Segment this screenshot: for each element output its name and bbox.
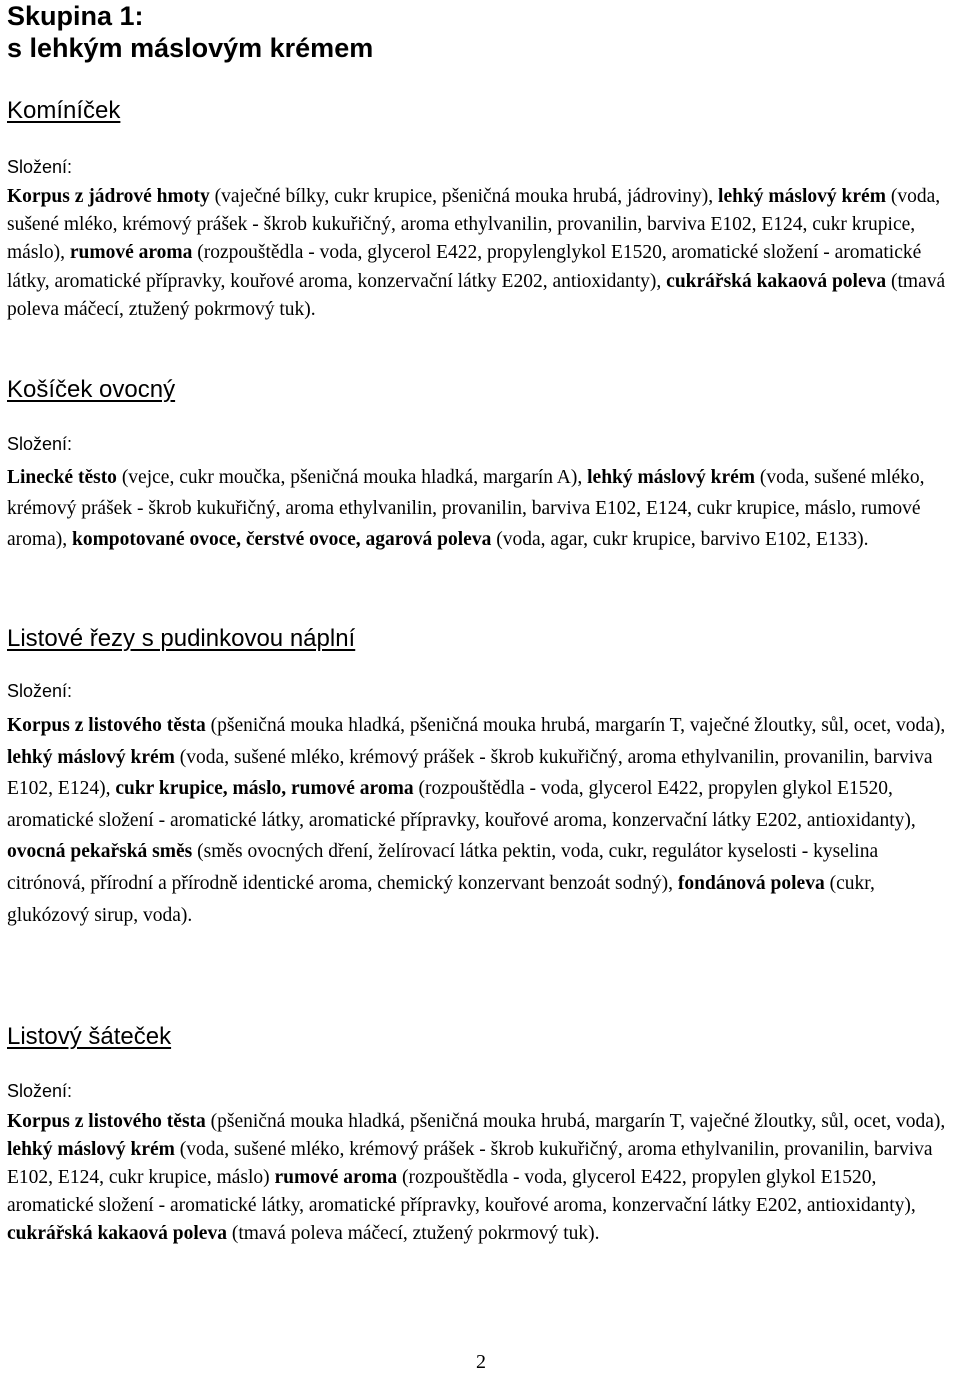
composition-label: Složení:	[7, 1081, 73, 1101]
ingredient-name: lehký máslový krém	[587, 467, 756, 488]
ingredient-details: (tmavá poleva máčecí, ztužený pokrmový tuk).	[7, 270, 946, 320]
ingredient-name: Linecké těsto	[7, 467, 117, 488]
ingredient-name: cukr krupice, máslo, rumové aroma	[115, 778, 414, 800]
product-title: Listový šáteček	[7, 1023, 172, 1050]
ingredient-name: lehký máslový krém	[7, 1139, 175, 1160]
ingredient-details: (rozpouštědla - voda, glycerol E422, propylen glykol E1520, aromatické složení - aromatické látky, aromatické přípravky, kouřové aroma, konzervační látky E202, antioxidanty),	[7, 778, 916, 831]
ingredient-name: rumové aroma	[274, 1167, 398, 1188]
product-section-listovy-satecek	[7, 1022, 957, 1248]
ingredient-details: (vejce, cukr moučka, pšeničná mouka hladká, margarín A),	[116, 467, 588, 488]
composition-text	[7, 1108, 957, 1248]
ingredient-details: (rozpouštědla - voda, glycerol E422, propylen glykol E1520, aromatické složení - aromatické látky, aromatické přípravky, kouřové aroma, konzervační látky E202, antioxidanty),	[7, 1167, 916, 1216]
ingredient-details: (cukr, glukózový sirup, voda).	[7, 872, 875, 926]
product-section-kominicek	[7, 96, 957, 324]
ingredient-details: (voda, agar, cukr krupice, barvivo E102, E133).	[491, 528, 869, 550]
product-title: Listové řezy s pudinkovou náplní	[7, 625, 356, 652]
ingredient-name: cukrářská kakaová poleva	[7, 1223, 227, 1244]
ingredient-name: Korpus z listového těsta	[7, 715, 206, 736]
composition-label: Složení:	[7, 434, 73, 454]
ingredient-name: lehký máslový krém	[718, 186, 886, 207]
ingredient-name: rumové aroma	[69, 242, 193, 264]
ingredient-details: (voda, sušené mléko, krémový prášek - škrob kukuřičný, aroma ethylvanilin, provanilin, barviva E102, E124, cukr krupice, máslo, rumové aroma),	[7, 467, 925, 550]
composition-label: Složení:	[7, 681, 73, 701]
composition-label: Složení:	[7, 157, 73, 177]
ingredient-details: (rozpouštědla - voda, glycerol E422, propylenglykol E1520, aromatické složení - aromatické látky, aromatické přípravky, kouřové aroma, konzervační látky E202, antioxidanty),	[7, 242, 922, 292]
ingredient-details: (voda, sušené mléko, krémový prášek - škrob kukuřičný, aroma ethylvanilin, provanilin, barviva E102, E124),	[7, 746, 933, 800]
product-section-listove-rezy	[7, 624, 957, 931]
group-heading-line-1: Skupina 1:	[7, 1, 144, 31]
group-heading	[7, 0, 373, 64]
group-heading-line-2: s lehkým máslovým krémem	[7, 33, 374, 63]
ingredient-name: Korpus z jádrové hmoty	[7, 186, 210, 207]
composition-text	[7, 710, 957, 931]
ingredient-name: ovocná pekařská směs	[7, 841, 193, 863]
ingredient-details: (voda, sušené mléko, krémový prášek - škrob kukuřičný, aroma ethylvanilin, provanilin, barviva E102, E124, cukr krupice, máslo),	[7, 186, 941, 264]
ingredient-name: kompotované ovoce, čerstvé ovoce, agarová poleva	[71, 528, 492, 550]
ingredient-details: (voda, sušené mléko, krémový prášek - škrob kukuřičný, aroma ethylvanilin, provanilin, barviva E102, E124, cukr krupice, máslo)	[7, 1139, 933, 1188]
ingredient-details: (pšeničná mouka hladká, pšeničná mouka hrubá, margarín T, vaječné žloutky, sůl, ocet, voda),	[205, 1111, 946, 1132]
composition-text	[7, 183, 957, 324]
product-title: Košíček ovocný	[7, 376, 176, 403]
ingredient-details: (tmavá poleva máčecí, ztužený pokrmový tuk).	[226, 1223, 600, 1244]
ingredient-name: Korpus z listového těsta	[7, 1111, 206, 1132]
page-number: 2	[476, 1351, 486, 1373]
ingredient-name: fondánová poleva	[677, 872, 825, 894]
ingredient-name: lehký máslový krém	[7, 746, 175, 768]
ingredient-details: (pšeničná mouka hladká, pšeničná mouka hrubá, margarín T, vaječné žloutky, sůl, ocet, voda),	[205, 715, 946, 736]
composition-text	[7, 463, 957, 555]
ingredient-details: (vaječné bílky, cukr krupice, pšeničná mouka hrubá, jádroviny),	[209, 186, 719, 207]
ingredient-name: cukrářská kakaová poleva	[666, 270, 887, 292]
product-section-kosicek-ovocny	[7, 375, 957, 555]
ingredient-details: (směs ovocných dření, želírovací látka pektin, voda, cukr, regulátor kyselosti - kyselina citrónová, přírodní a přírodně identické aroma, chemický konzervant benzoát sodný),	[7, 841, 879, 894]
product-title: Komíníček	[7, 97, 121, 124]
